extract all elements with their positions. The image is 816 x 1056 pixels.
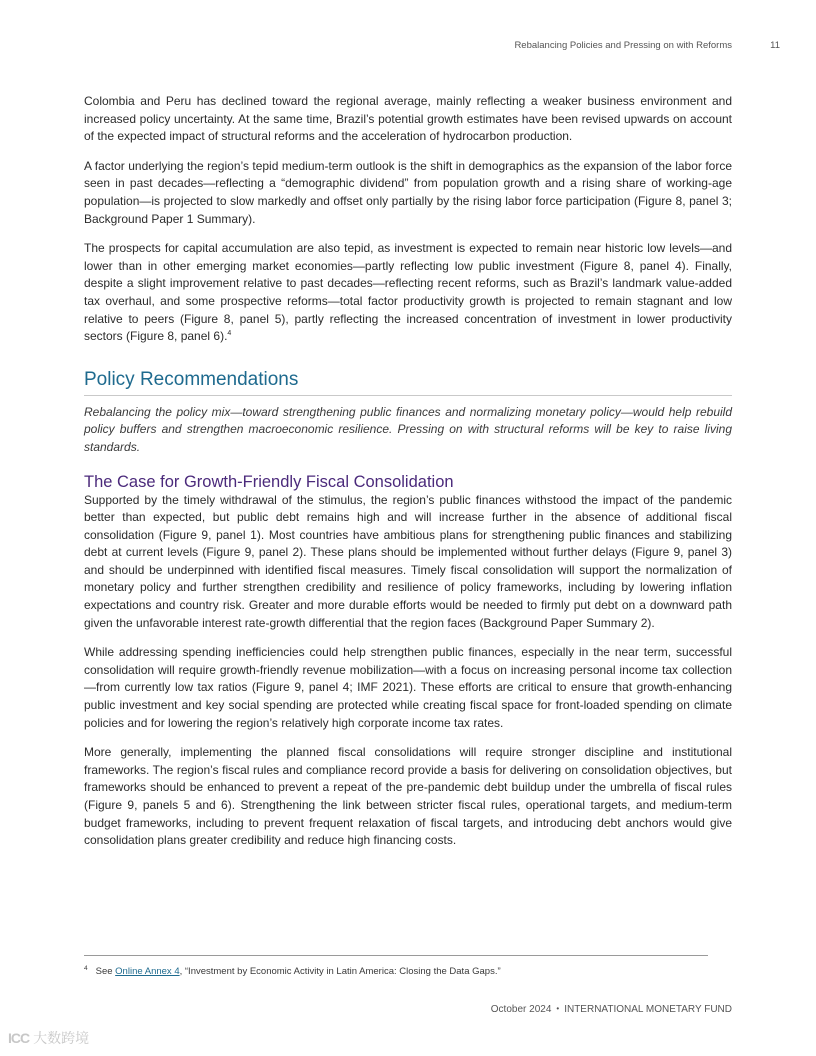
body-paragraph-6: More generally, implementing the planned fiscal consolidations will require stronger discipline and institutional frameworks. The region’s fiscal rules and compliance record provide a basis for delivering on consolidation objectives, but frameworks should be enhanced to prevent a repeat of the pre-pandemic debt buildup under the umbrella of fiscal rules (Figure 9, panels 5 and 6). Strengthening the link between stricter fiscal rules, operational targets, and medium-term budget frameworks, including to prevent frequent relaxation of fiscal targets, and introducing debt anchors would give consolidation plans greater credibility and reduce high financing costs. xyxy=(84,745,732,848)
section-heading-policy-recommendations: Policy Recommendations xyxy=(84,368,732,396)
subsection-heading-fiscal-consolidation: The Case for Growth-Friendly Fiscal Consolidation xyxy=(84,472,454,491)
footer-separator: • xyxy=(556,1004,560,1013)
body-paragraph-1: Colombia and Peru has declined toward the regional average, mainly reflecting a weaker business environment and increased policy uncertainty. At the same time, Brazil’s potential growth estimates have been revised upwards on account of the expected impact of structural reforms and the acceleration of hydrocarbon production. xyxy=(84,94,732,144)
footer-organization: INTERNATIONAL MONETARY FUND xyxy=(564,1004,732,1015)
watermark xyxy=(8,1028,89,1048)
section-intro-summary: Rebalancing the policy mix—toward strengthening public finances and normalizing monetary policy—would help rebuild policy buffers and strengthen macroeconomic resilience. Pressing on with structural reforms will be key to raise living standards. xyxy=(84,404,732,454)
online-annex-link[interactable]: Online Annex 4 xyxy=(115,966,180,978)
main-content xyxy=(84,93,732,862)
footnote xyxy=(84,962,732,978)
body-paragraph-2: A factor underlying the region’s tepid medium-term outlook is the shift in demographics as the expansion of the labor force seen in past decades—reflecting a “demographic dividend” from population growth and a rising share of working-age population—is projected to slow markedly and offset only partially by the rising labor force participation (Figure 8, panel 3; Background Paper 1 Summary). xyxy=(84,158,732,226)
body-paragraph-3-text: The prospects for capital accumulation are also tepid, as investment is expected to remain near historic low levels—and lower than in other emerging market economies—partly reflecting low public investment (Figure 8, panel 4). Finally, despite a slight improvement relative to past decades—reflecting recent reforms, such as Brazil’s landmark value-added tax overhaul, and some prospective reforms—total factor productivity growth is projected to remain stagnant and low relative to peers (Figure 8, panel 5), partly reflecting the increased concentration of investment in lower productivity sectors (Figure 8, panel 6). xyxy=(84,241,732,344)
body-paragraph-3 xyxy=(84,240,732,346)
footnote-prefix: See xyxy=(95,966,116,978)
footnote-marker: 4 xyxy=(84,965,88,972)
watermark-logo-icon: ICC xyxy=(8,1030,30,1046)
footnote-suffix: , “Investment by Economic Activity in Latin America: Closing the Data Gaps.” xyxy=(179,966,501,978)
body-paragraph-5: While addressing spending inefficiencies could help strengthen public finances, especially in the near term, successful consolidation will require growth-friendly revenue mobilization—with a focus on increasing personal income tax collection—from currently low tax ratios (Figure 9, panel 4; IMF 2021). These efforts are critical to ensure that growth-enhancing public investment and key social spending are protected while creating fiscal space for front-loaded spending on climate policies and for lowering the region’s relatively high corporate income tax rates. xyxy=(84,645,732,730)
page-footer xyxy=(400,1004,732,1015)
body-paragraph-4: Supported by the timely withdrawal of the stimulus, the region’s public finances withstood the impact of the pandemic better than expected, but public debt remains high and will increase further in the absence of additional fiscal consolidation (Figure 9, panel 1). Most countries have ambitious plans for strengthening public finances and stabilizing debt at current levels (Figure 9, panel 2). These plans should be implemented without further delays (Figure 9, panel 3) and should be underpinned with identified fiscal measures. Timely fiscal consolidation will support the normalization of monetary policy and further strengthen credibility and resilience of policy frameworks, including by lowering inflation expectations and country risk. Greater and more durable efforts would be needed to firmly put debt on a downward path given the unfavorable interest rate-growth differential that the region faces (Background Paper Summary 2). xyxy=(84,492,732,630)
page-number: 11 xyxy=(770,40,780,51)
watermark-text: 大数跨境 xyxy=(33,1030,90,1046)
footnote-divider xyxy=(84,955,708,956)
footer-date: October 2024 xyxy=(490,1004,552,1015)
footnote-reference[interactable]: 4 xyxy=(227,330,232,338)
running-header-title: Rebalancing Policies and Pressing on with Reforms xyxy=(514,40,732,51)
